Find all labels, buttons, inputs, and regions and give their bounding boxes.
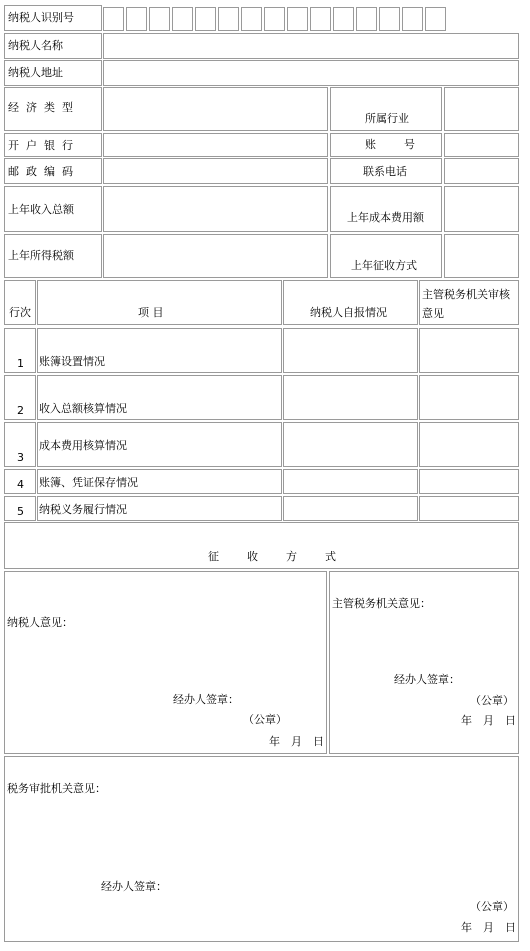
row-self-report-field[interactable] bbox=[283, 375, 418, 420]
income-label-cell bbox=[4, 186, 102, 232]
row-number-cell bbox=[4, 422, 36, 467]
income-label: 上年收入总额 bbox=[8, 203, 74, 216]
header-authority-cell bbox=[419, 280, 519, 325]
header-item-cell bbox=[37, 280, 282, 325]
taxpayer-id-digit-box[interactable] bbox=[195, 7, 216, 31]
tax-field[interactable] bbox=[103, 234, 328, 278]
taxpayer-id-digit-box[interactable] bbox=[287, 7, 308, 31]
taxpayer-id-digit-box[interactable] bbox=[356, 7, 377, 31]
taxpayer-id-digit-box[interactable] bbox=[149, 7, 170, 31]
taxpayer-id-digit-box[interactable] bbox=[333, 7, 354, 31]
approval-date: 年 月 日 bbox=[461, 921, 516, 934]
approval-handler-sign: 经办人签章： bbox=[101, 880, 167, 893]
taxpayer-id-digit-box[interactable] bbox=[172, 7, 193, 31]
income-field[interactable] bbox=[103, 186, 328, 232]
tax-label: 上年所得税额 bbox=[8, 249, 74, 262]
taxpayer-opinion-label: 纳税人意见： bbox=[7, 616, 73, 629]
cost-field[interactable] bbox=[444, 186, 519, 232]
taxpayer-seal: （公章） bbox=[243, 713, 287, 726]
row-number: 5 bbox=[17, 505, 24, 518]
row-authority-review-field[interactable] bbox=[419, 375, 519, 420]
collection-title: 征收方式 bbox=[208, 550, 364, 563]
authority-opinion-block[interactable] bbox=[329, 571, 519, 754]
authority-opinion-label: 主管税务机关意见： bbox=[332, 597, 431, 610]
header-item: 项 目 bbox=[138, 306, 164, 319]
row-item-label: 收入总额核算情况 bbox=[39, 402, 127, 415]
phone-label-cell bbox=[330, 158, 442, 184]
postcode-field[interactable] bbox=[103, 158, 328, 184]
header-row-no: 行次 bbox=[9, 306, 31, 319]
industry-label-cell bbox=[330, 87, 442, 131]
row-number: 4 bbox=[17, 478, 24, 491]
taxpayer-id-digit-box[interactable] bbox=[379, 7, 400, 31]
row-item-label: 成本费用核算情况 bbox=[39, 439, 127, 452]
econ-type-label: 经济类型 bbox=[8, 101, 80, 114]
header-row-no-cell bbox=[4, 280, 36, 325]
taxpayer-id-digit-box[interactable] bbox=[402, 7, 423, 31]
cost-label: 上年成本费用额 bbox=[347, 211, 424, 224]
approval-opinion-block[interactable] bbox=[4, 756, 519, 942]
industry-field[interactable] bbox=[444, 87, 519, 131]
taxpayer-name-label-cell bbox=[4, 33, 102, 59]
row-item-label: 纳税义务履行情况 bbox=[39, 503, 127, 516]
approval-opinion-label: 税务审批机关意见： bbox=[7, 782, 106, 795]
taxpayer-id-digit-box[interactable] bbox=[241, 7, 262, 31]
phone-field[interactable] bbox=[444, 158, 519, 184]
row-self-report-field[interactable] bbox=[283, 328, 418, 373]
row-item-cell bbox=[37, 328, 282, 373]
cost-label-cell bbox=[330, 186, 442, 232]
collection-method-label-cell bbox=[330, 234, 442, 278]
row-number: 1 bbox=[17, 357, 24, 370]
row-item-cell bbox=[37, 422, 282, 467]
row-authority-review-field[interactable] bbox=[419, 328, 519, 373]
row-item-cell bbox=[37, 469, 282, 494]
row-number: 3 bbox=[17, 451, 24, 464]
row-authority-review-field[interactable] bbox=[419, 422, 519, 467]
taxpayer-address-field[interactable] bbox=[103, 60, 519, 86]
account-field[interactable] bbox=[444, 133, 519, 157]
row-number-cell bbox=[4, 496, 36, 521]
row-number: 2 bbox=[17, 404, 24, 417]
taxpayer-address-label: 纳税人地址 bbox=[8, 66, 63, 79]
row-number-cell bbox=[4, 328, 36, 373]
tax-label-cell bbox=[4, 234, 102, 278]
taxpayer-id-digit-box[interactable] bbox=[103, 7, 124, 31]
header-self-report-cell bbox=[283, 280, 418, 325]
taxpayer-id-digit-box[interactable] bbox=[310, 7, 331, 31]
row-self-report-field[interactable] bbox=[283, 422, 418, 467]
taxpayer-opinion-block[interactable] bbox=[4, 571, 327, 754]
row-number-cell bbox=[4, 469, 36, 494]
row-authority-review-field[interactable] bbox=[419, 496, 519, 521]
row-item-label: 账簿、凭证保存情况 bbox=[39, 476, 138, 489]
taxpayer-name-field[interactable] bbox=[103, 33, 519, 59]
row-item-cell bbox=[37, 496, 282, 521]
taxpayer-handler-sign: 经办人签章： bbox=[173, 693, 239, 706]
taxpayer-id-digit-box[interactable] bbox=[425, 7, 446, 31]
row-self-report-field[interactable] bbox=[283, 496, 418, 521]
bank-label-cell bbox=[4, 133, 102, 157]
approval-seal: （公章） bbox=[470, 900, 514, 913]
taxpayer-date: 年 月 日 bbox=[269, 735, 324, 748]
header-self-report: 纳税人自报情况 bbox=[310, 306, 387, 319]
bank-field[interactable] bbox=[103, 133, 328, 157]
row-self-report-field[interactable] bbox=[283, 469, 418, 494]
bank-label: 开户银行 bbox=[8, 139, 80, 152]
account-label: 账号 bbox=[365, 138, 443, 151]
row-item-cell bbox=[37, 375, 282, 420]
postcode-label-cell bbox=[4, 158, 102, 184]
taxpayer-address-label-cell bbox=[4, 60, 102, 86]
row-number-cell bbox=[4, 375, 36, 420]
row-item-label: 账簿设置情况 bbox=[39, 355, 105, 368]
collection-method-label: 上年征收方式 bbox=[351, 259, 417, 272]
header-authority-review: 主管税务机关审核意见 bbox=[422, 288, 510, 320]
econ-type-field[interactable] bbox=[103, 87, 328, 131]
econ-type-label-cell bbox=[4, 87, 102, 131]
collection-method-field[interactable] bbox=[444, 234, 519, 278]
row-authority-review-field[interactable] bbox=[419, 469, 519, 494]
account-label-cell bbox=[330, 133, 442, 157]
authority-seal: （公章） bbox=[470, 694, 514, 707]
postcode-label: 邮政编码 bbox=[8, 165, 80, 178]
authority-handler-sign: 经办人签章： bbox=[394, 673, 460, 686]
taxpayer-name-label: 纳税人名称 bbox=[8, 39, 63, 52]
collection-block bbox=[4, 522, 519, 569]
industry-label: 所属行业 bbox=[365, 112, 409, 125]
phone-label: 联系电话 bbox=[363, 165, 407, 178]
taxpayer-id-digit-box[interactable] bbox=[264, 7, 285, 31]
authority-date: 年 月 日 bbox=[461, 714, 516, 727]
taxpayer-id-label-cell bbox=[4, 5, 102, 31]
taxpayer-id-label: 纳税人识别号 bbox=[8, 11, 74, 24]
taxpayer-id-digit-box[interactable] bbox=[218, 7, 239, 31]
taxpayer-id-digit-box[interactable] bbox=[126, 7, 147, 31]
